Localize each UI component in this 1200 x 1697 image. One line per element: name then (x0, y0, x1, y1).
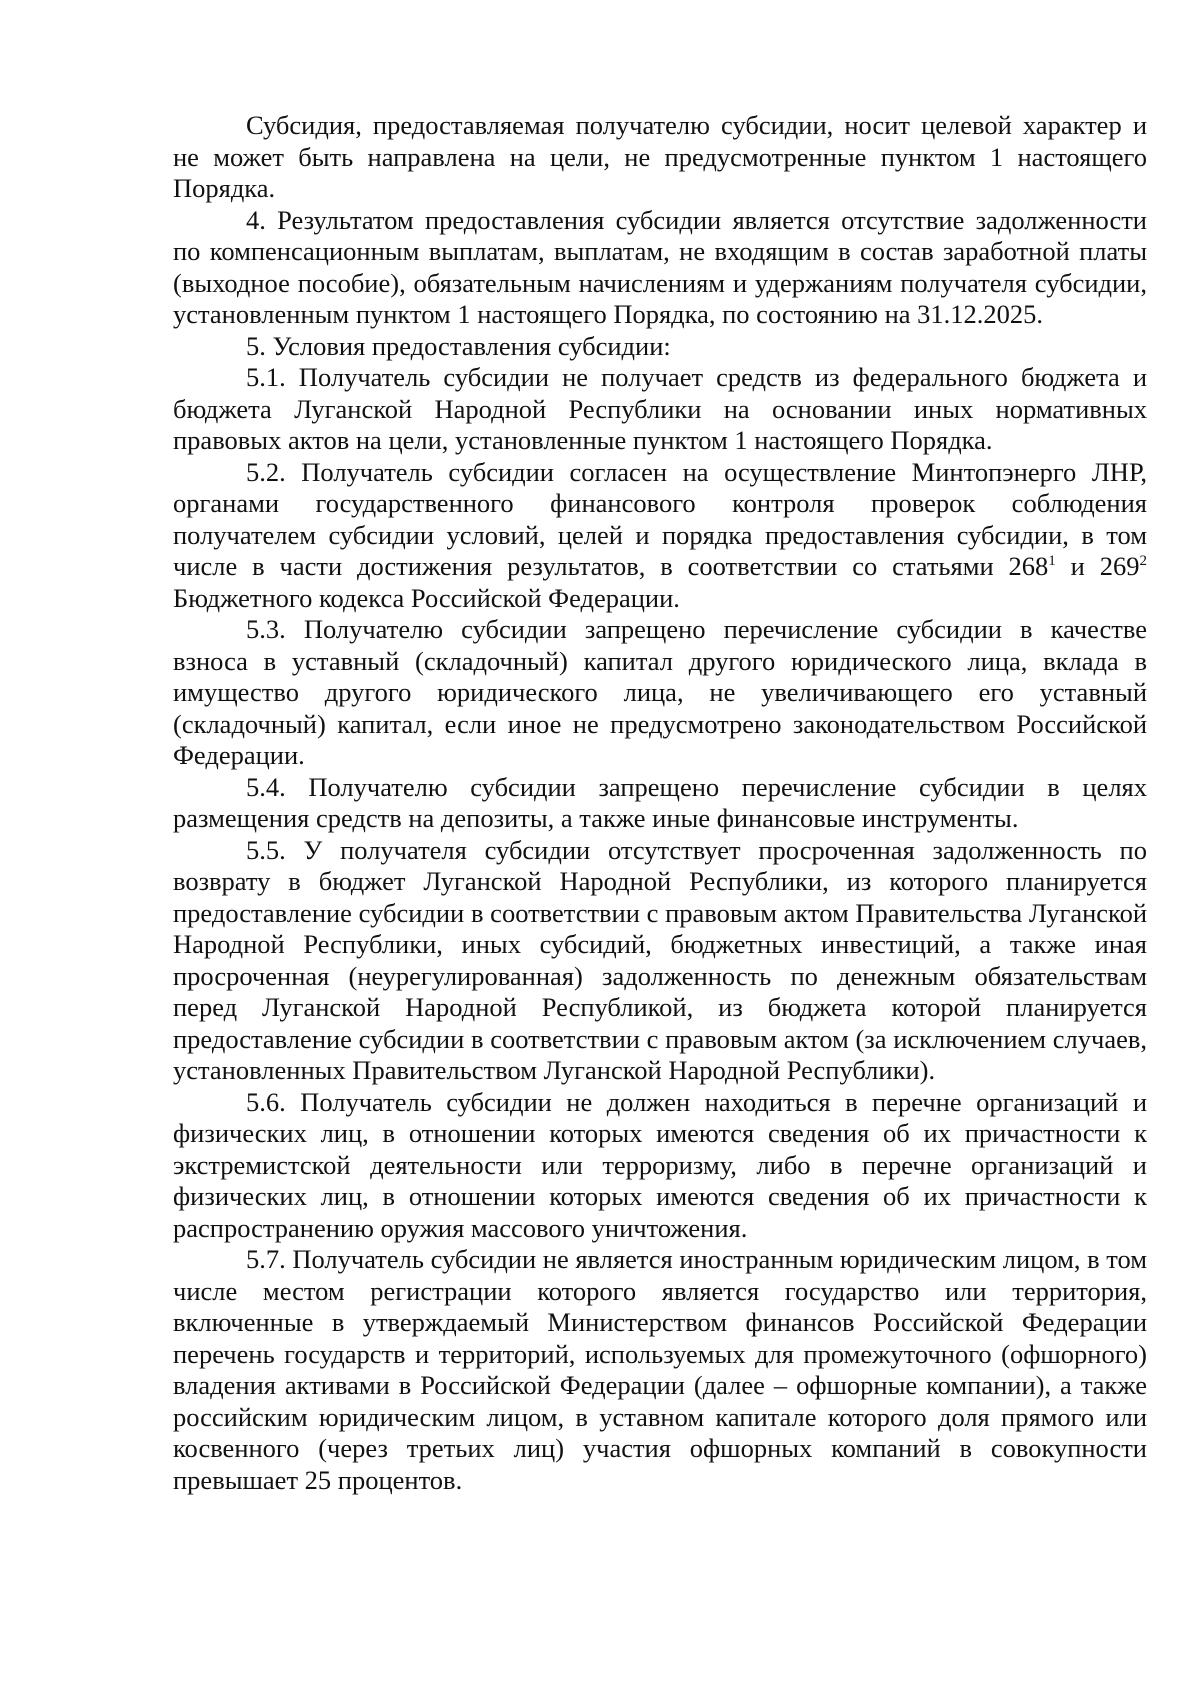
paragraph-5-2-text-c: Бюджетного кодекса Российской Федерации. (173, 582, 680, 613)
superscript-1: 1 (1048, 553, 1056, 569)
paragraph-subsidy-purpose: Субсидия, предоставляемая получателю субсидии, носит целевой характер и не может быть направлена на цели, не предусмотренные пунктом 1 настоящего Порядка. (173, 110, 1147, 203)
paragraph-5-7: 5.7. Получатель субсидии не является иностранным юридическим лицом, в том числе местом регистрации которого является государство или территория, включенные в утверждаемый Министерством финансов Российской Федерации перечень государств и территорий, используемых для промежуточного (офшорного) владения активами в Российской Федерации (далее – офшорные компании), а также российским юридическим лицом, в уставном капитале которого доля прямого или косвенного (через третьих лиц) участия офшорных компаний в совокупности превышает 25 процентов. (173, 1244, 1147, 1495)
paragraph-5-2-text-b: и 269 (1055, 551, 1140, 581)
paragraph-5-5: 5.5. У получателя субсидии отсутствует просроченная задолженность по возврату в бюджет Луганской Народной Республики, из которого планируется предоставление субсидии в соответствии с правовым актом Правительства Луганской Народной Республики, иных субсидий, бюджетных инвестиций, а также иная просроченная (неурегулированная) задолженность по денежным обязательствам перед Луганской Народной Республикой, из бюджета которой планируется предоставление субсидии в соответствии с правовым актом (за исключением случаев, установленных Правительством Луганской Народной Республики). (173, 834, 1147, 1085)
paragraph-5-3: 5.3. Получателю субсидии запрещено перечисление субсидии в качестве взноса в уставный (складочный) капитал другого юридического лица, вклада в имущество другого юридического лица, не увеличивающего его уставный (складочный) капитал, если иное не предусмотрено законодательством Российской Федерации. (173, 614, 1147, 770)
superscript-2: 2 (1139, 553, 1147, 569)
paragraph-5-1: 5.1. Получатель субсидии не получает средств из федерального бюджета и бюджета Луганской Народной Республики на основании иных нормативных правовых актов на цели, установленные пунктом 1 настоящего Порядка. (173, 362, 1147, 455)
paragraph-5-6: 5.6. Получатель субсидии не должен находиться в перечне организаций и физических лиц, в отношении которых имеются сведения об их причастности к экстремистской деятельности или терроризму, либо в перечне организаций и физических лиц, в отношении которых имеются сведения об их причастности к распространению оружия массового уничтожения. (173, 1086, 1147, 1243)
document-page (173, 110, 1147, 1496)
paragraph-5-2-text-a: 5.2. Получатель субсидии согласен на осуществление Минтопэнерго ЛНР, органами государственного финансового контроля проверок соблюдения получателем субсидии условий, целей и порядка предоставления субсидии, в том числе в части достижения результатов, в соответствии со статьями 268 (173, 456, 1147, 581)
paragraph-4-result: 4. Результатом предоставления субсидии является отсутствие задолженности по компенсационным выплатам, выплатам, не входящим в состав заработной платы (выходное пособие), обязательным начислениям и удержаниям получателя субсидии, установленным пунктом 1 настоящего Порядка, по состоянию на 31.12.2025. (173, 204, 1147, 329)
paragraph-5-4: 5.4. Получателю субсидии запрещено перечисление субсидии в целях размещения средств на депозиты, а также иные финансовые инструменты. (173, 771, 1147, 833)
paragraph-5-2 (173, 457, 1147, 615)
paragraph-5-conditions: 5. Условия предоставления субсидии: (246, 330, 671, 361)
